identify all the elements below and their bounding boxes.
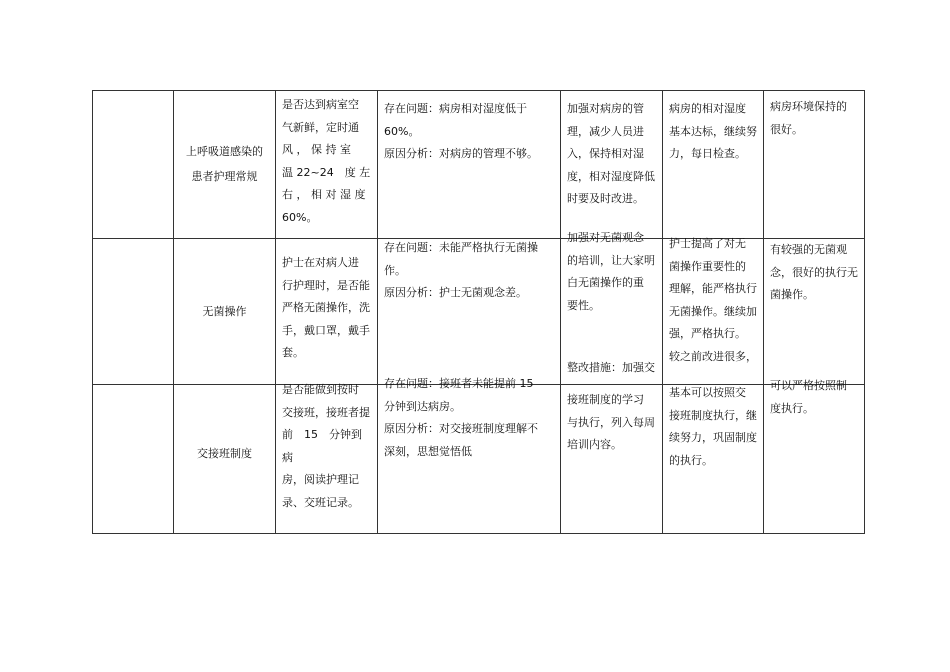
category-cell [93, 239, 174, 385]
category-cell [93, 91, 174, 239]
standard-cell: 是否能做到按时 交接班，接班者提 前 15 分钟到病 房，阅读护理记 录、交班记录。 [276, 385, 378, 534]
evaluation-cell: 病房环境保持的 很好。 [764, 91, 865, 239]
item-cell: 上呼吸道感染的 患者护理常规 [174, 91, 276, 239]
evaluation-cell: 可以严格按照制 度执行。 [764, 385, 865, 534]
effect-cell: 基本可以按照交 接班制度执行，继 续努力，巩固制度 的执行。 [663, 385, 764, 534]
standard-cell: 是否达到病室空 气新鲜，定时通 风 ， 保 持 室 温 22~24 度 左 右 ， 相 对 湿 度 60%。 [276, 91, 378, 239]
evaluation-cell: 有较强的无菌观 念，很好的执行无 菌操作。 [764, 239, 865, 385]
effect-cell: 病房的相对湿度 基本达标，继续努 力，每日检查。 [663, 91, 764, 239]
measures-cell: 接班制度的学习 与执行，列入每周 培训内容。 [561, 385, 663, 534]
effect-cell: 护士提高了对无 菌操作重要性的 理解，能严格执行 无菌操作。继续加 强，严格执行。 较之前改进很多， [663, 239, 764, 385]
item-cell: 无菌操作 [174, 239, 276, 385]
problem-cell: 存在问题：未能严格执行无菌操 作。 原因分析：护士无菌观念差。 [378, 239, 561, 385]
problem-cell: 存在问题：接班者未能提前 15 分钟到达病房。 原因分析：对交接班制度理解不 深刻，思想觉悟低 [378, 385, 561, 534]
measures-continued-text: 整改措施：加强交 [567, 361, 655, 374]
table-row [93, 91, 865, 239]
measures-cell: 加强对病房的管 理，减少人员进 入，保持相对湿 度，相对湿度降低 时要及时改进。 [561, 91, 663, 239]
table-row [93, 239, 865, 385]
table-row [93, 385, 865, 534]
category-cell [93, 385, 174, 534]
measures-cell: 加强对无菌观念 的培训，让大家明 白无菌操作的重 要性。 整改措施：加强交 [561, 239, 663, 385]
standard-cell: 护士在对病人进 行护理时，是否能 严格无菌操作，洗 手，戴口罩，戴手 套。 [276, 239, 378, 385]
problem-cell: 存在问题：病房相对湿度低于 60%。 原因分析：对病房的管理不够。 [378, 91, 561, 239]
item-cell: 交接班制度 [174, 385, 276, 534]
quality-improvement-table [92, 90, 865, 534]
